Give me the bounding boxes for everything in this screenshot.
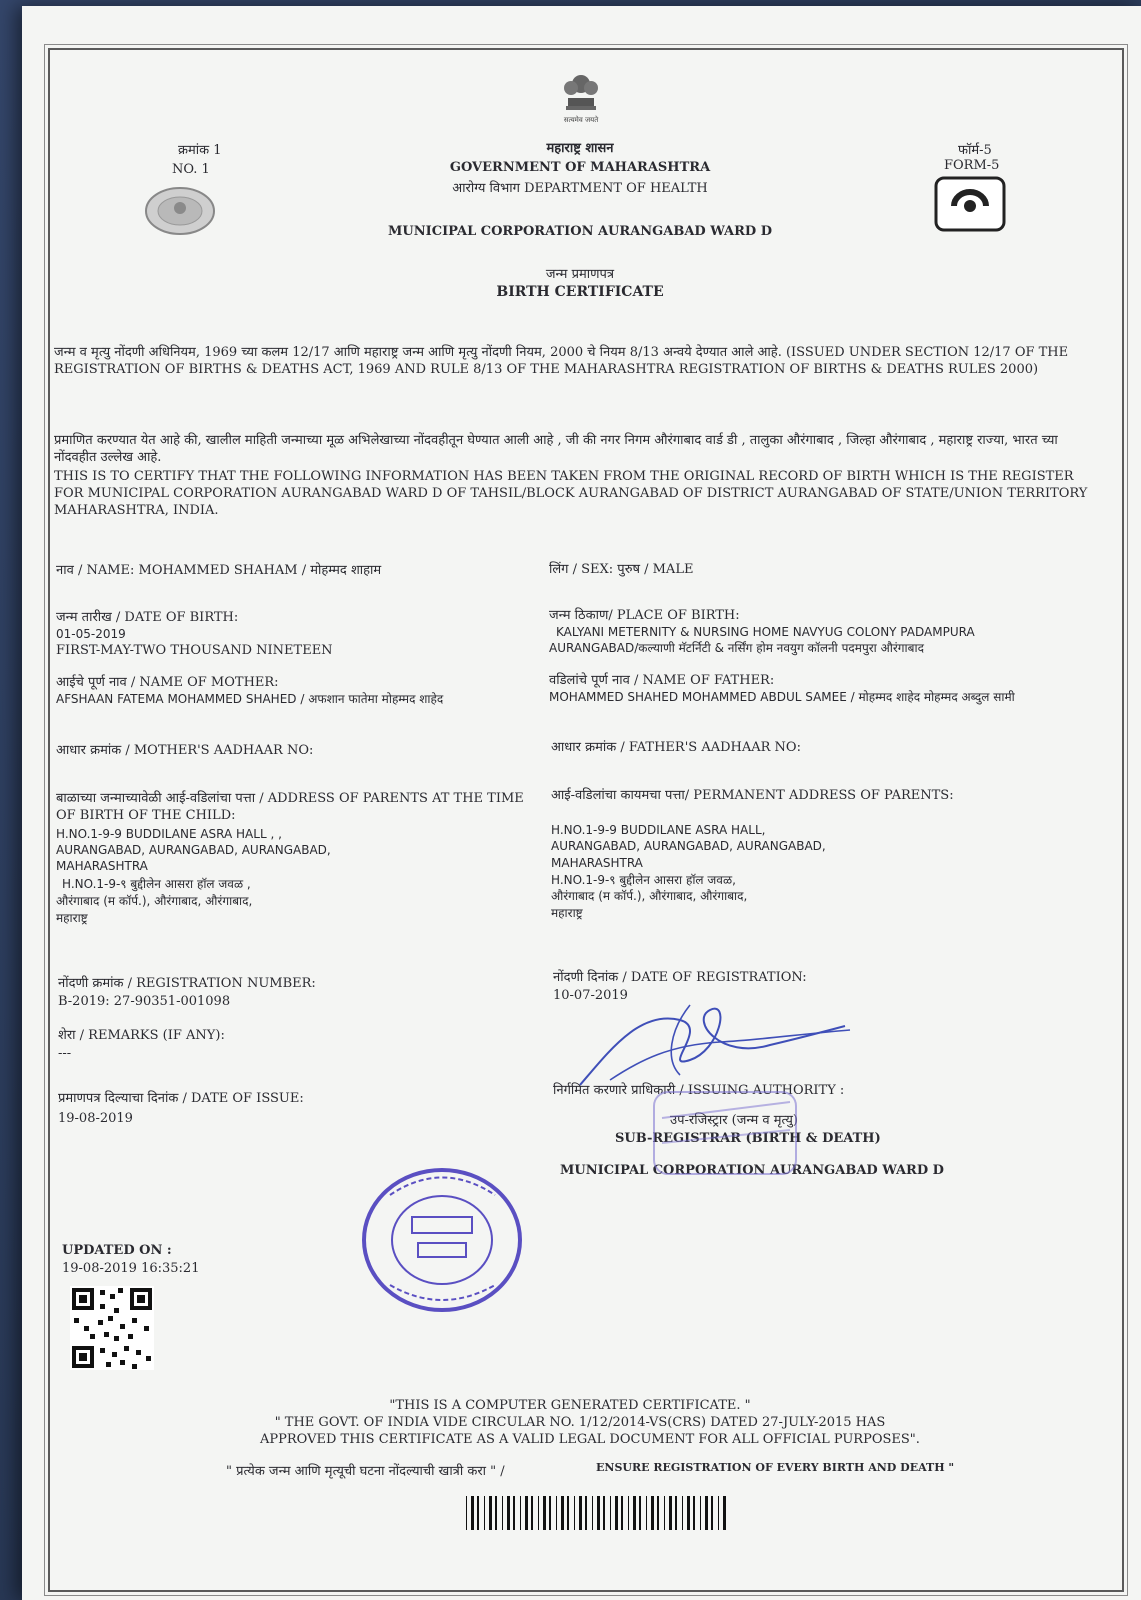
barcode-bar (675, 1496, 677, 1530)
form-label-marathi: फॉर्म-5 (958, 143, 992, 158)
address-at-birth-line-3: MAHARASHTRA (56, 859, 148, 873)
barcode-bar (651, 1496, 654, 1530)
barcode-bar (646, 1496, 647, 1530)
sex-field: लिंग / SEX: पुरुष / MALE (549, 562, 694, 577)
mother-name-value: AFSHAAN FATEMA MOHAMMED SHAHED / अफशान फातेमा मोहम्मद शाहेद (56, 692, 444, 706)
barcode-bar (466, 1496, 467, 1530)
remarks-value: --- (58, 1046, 72, 1061)
mother-name-label: आईचे पूर्ण नाव / NAME OF MOTHER: (56, 675, 279, 690)
place-of-birth-label: जन्म ठिकाण/ PLACE OF BIRTH: (549, 608, 740, 623)
place-of-birth-line-1: KALYANI METERNITY & NURSING HOME NAVYUG COLONY PADAMPURA (556, 625, 975, 639)
govt-seal-icon (144, 186, 216, 236)
place-of-birth-line-2: AURANGABAD/कल्याणी मॅटर्निटी & नर्सिंग होम नवयुग कॉलनी पदमपुरा औरंगाबाद (549, 641, 924, 655)
registration-date-label: नोंदणी दिनांक / DATE OF REGISTRATION: (553, 970, 807, 985)
ward-stamp-seal (360, 1165, 524, 1315)
father-name-value: MOHAMMED SHAHED MOHAMMED ABDUL SAMEE / मोहम्मद शाहेद मोहम्मद अब्दुल सामी (549, 690, 1015, 704)
barcode-bar (664, 1496, 665, 1530)
barcode-bar (531, 1496, 533, 1530)
barcode-bar (489, 1496, 492, 1530)
issue-date-value: 19-08-2019 (58, 1111, 133, 1126)
barcode-bar (639, 1496, 641, 1530)
barcode-bar (615, 1496, 618, 1530)
certify-text-marathi: प्रमाणित करण्यात येत आहे की, खालील माहिती जन्माच्या मूळ अभिलेखाच्या नोंदवहीतून घेण्यात आली आहे , जी की नगर निगम औरंगाबाद वार्ड डी , तालुका औरंगाबाद , जिल्हा औरंगाबाद , महाराष्ट्र राज्या, भारत च्या नोंदवहीत उल्लेख आहे. (54, 433, 1058, 465)
footer-ensure: ENSURE REGISTRATION OF EVERY BIRTH AND DEATH " (596, 1461, 955, 1474)
address-at-birth-line-4: H.NO.1-9-९ बुद्दीलेन आसरा हॉल जवळ , (62, 877, 251, 891)
barcode-bar (579, 1496, 582, 1530)
updated-on-value: 19-08-2019 16:35:21 (62, 1261, 200, 1276)
address-at-birth-label: बाळाच्या जन्माच्यावेळी आई-वडिलांचा पत्ता / ADDRESS OF PARENTS AT THE TIME OF BIRTH OF THE CHILD: (56, 791, 524, 823)
barcode-bar (574, 1496, 575, 1530)
qr-code (70, 1286, 154, 1370)
father-aadhaar-label: आधार क्रमांक / FATHER'S AADHAAR NO: (551, 740, 801, 755)
dob-value: 01-05-2019 (56, 627, 126, 641)
registration-number-value: B-2019: 27-90351-001098 (58, 994, 231, 1009)
issuing-authority-label: निर्गमित करणारे प्राधिकारी / ISSUING AUTHORITY : (553, 1083, 845, 1098)
address-at-birth-line-6: महाराष्ट्र (56, 911, 88, 925)
barcode-bar (718, 1496, 719, 1530)
barcode-bar (502, 1496, 503, 1530)
govt-title: GOVERNMENT OF MAHARASHTRA (449, 160, 711, 175)
address-at-birth-line-1: H.NO.1-9-9 BUDDILANE ASRA HALL , , (56, 827, 282, 841)
barcode-bar (561, 1496, 564, 1530)
barcode-bar (657, 1496, 659, 1530)
serial-label-marathi: क्रमांक 1 (178, 143, 222, 158)
form-label: FORM-5 (944, 158, 1000, 173)
permanent-address-line-3: MAHARASHTRA (551, 856, 643, 870)
barcode-bar (495, 1496, 497, 1530)
permanent-address-line-5: औरंगाबाद (म कॉर्प.), औरंगाबाद, औरंगाबाद, (551, 889, 748, 903)
barcode-bar (549, 1496, 551, 1530)
barcode-bar (525, 1496, 528, 1530)
barcode-bar (723, 1496, 726, 1530)
mother-aadhaar-label: आधार क्रमांक / MOTHER'S AADHAAR NO: (56, 743, 314, 758)
remarks-label: शेरा / REMARKS (IF ANY): (58, 1028, 225, 1043)
dob-words: FIRST-MAY-TWO THOUSAND NINETEEN (56, 643, 333, 658)
barcode-bar (543, 1496, 546, 1530)
permanent-address-line-4: H.NO.1-9-९ बुद्दीलेन आसरा हॉल जवळ, (551, 873, 736, 887)
authority-corporation: MUNICIPAL CORPORATION AURANGABAD WARD D (560, 1163, 944, 1178)
barcode-bar (693, 1496, 695, 1530)
updated-on-label: UPDATED ON : (62, 1243, 172, 1258)
barcode-bar (603, 1496, 605, 1530)
govt-title-marathi: महाराष्ट्र शासन (546, 141, 614, 156)
sub-registrar-title: SUB-REGISTRAR (BIRTH & DEATH) (615, 1131, 881, 1146)
permanent-address-line-1: H.NO.1-9-9 BUDDILANE ASRA HALL, (551, 823, 766, 837)
child-name: नाव / NAME: MOHAMMED SHAHAM / मोहम्मद शाहाम (56, 563, 382, 578)
address-at-birth-line-2: AURANGABAD, AURANGABAD, AURANGABAD, (56, 843, 331, 857)
barcode-bar (477, 1496, 479, 1530)
footer-line-1: "THIS IS A COMPUTER GENERATED CERTIFICATE. " (389, 1398, 751, 1413)
barcode-bar (484, 1496, 485, 1530)
permanent-address-label: आई-वडिलांचा कायमचा पत्ता/ PERMANENT ADDRESS OF PARENTS: (551, 788, 954, 803)
emblem-motto: सत्यमेव जयते (563, 116, 599, 124)
registration-date-value: 10-07-2019 (553, 988, 628, 1003)
permanent-address-line-6: महाराष्ट्र (551, 906, 583, 920)
footer-ensure-marathi: " प्रत्येक जन्म आणि मृत्यूची घटना नोंदल्याची खात्री करा " / (226, 1464, 505, 1479)
national-emblem-icon (556, 70, 606, 126)
footer-line-3: APPROVED THIS CERTIFICATE AS A VALID LEGAL DOCUMENT FOR ALL OFFICIAL PURPOSES". (260, 1432, 920, 1447)
certificate-title: BIRTH CERTIFICATE (496, 284, 664, 300)
barcode-bar (633, 1496, 636, 1530)
barcode-bar (705, 1496, 708, 1530)
barcode-bar (687, 1496, 690, 1530)
barcode-bar (610, 1496, 611, 1530)
barcode-bar (520, 1496, 521, 1530)
serial-label: NO. 1 (172, 162, 210, 177)
issued-under-text: जन्म व मृत्यु नोंदणी अधिनियम, 1969 च्या कलम 12/17 आणि महाराष्ट्र जन्म आणि मृत्यु नोंदणी नियम, 2000 चे नियम 8/13 अन्वये देण्यात आले आहे. (ISSUED UNDER SECTION 12/17 OF THE REGISTRATION OF BIRTHS & DEATHS ACT, 1969 AND RULE 8/13 OF THE MAHARASHTRA REGISTRATION OF BIRTHS & DEATHS RULES 2000) (54, 345, 1069, 377)
issue-date-label: प्रमाणपत्र दिल्याचा दिनांक / DATE OF ISSUE: (58, 1091, 304, 1106)
barcode-bar (567, 1496, 569, 1530)
barcode (466, 1496, 728, 1530)
address-at-birth-line-5: औरंगाबाद (म कॉर्प.), औरंगाबाद, औरंगाबाद, (56, 894, 253, 908)
father-name-label: वडिलांचे पूर्ण नाव / NAME OF FATHER: (549, 673, 775, 688)
sub-registrar-marathi: उप-रजिस्ट्रार (जन्म व मृत्यु) (670, 1113, 798, 1128)
barcode-bar (585, 1496, 587, 1530)
barcode-bar (507, 1496, 510, 1530)
barcode-bar (556, 1496, 557, 1530)
barcode-bar (538, 1496, 539, 1530)
barcode-bar (711, 1496, 713, 1530)
barcode-bar (597, 1496, 600, 1530)
registration-number-label: नोंदणी क्रमांक / REGISTRATION NUMBER: (58, 976, 316, 991)
barcode-bar (669, 1496, 672, 1530)
registrar-stamp (650, 1088, 800, 1178)
footer-line-2: " THE GOVT. OF INDIA VIDE CIRCULAR NO. 1/12/2014-VS(CRS) DATED 27-JULY-2015 HAS (274, 1415, 886, 1430)
corporation-title: MUNICIPAL CORPORATION AURANGABAD WARD D (388, 224, 772, 239)
barcode-bar (513, 1496, 515, 1530)
barcode-bar (621, 1496, 623, 1530)
barcode-bar (471, 1496, 474, 1530)
permanent-address-line-2: AURANGABAD, AURANGABAD, AURANGABAD, (551, 839, 826, 853)
barcode-bar (700, 1496, 701, 1530)
department-title: आरोग्य विभाग DEPARTMENT OF HEALTH (452, 181, 708, 196)
certify-text: THIS IS TO CERTIFY THAT THE FOLLOWING INFORMATION HAS BEEN TAKEN FROM THE ORIGINAL RECORD OF BIRTH WHICH IS THE REGISTER FOR MUNICIPAL CORPORATION AURANGABAD WARD D OF TAHSIL/BLOCK AURANGABAD OF DISTRICT AURANGABAD OF STATE/UNION TERRITORY MAHARASHTRA, INDIA. (54, 469, 1088, 518)
barcode-bar (628, 1496, 629, 1530)
barcode-bar (682, 1496, 683, 1530)
barcode-bar (592, 1496, 593, 1530)
dob-label: जन्म तारीख / DATE OF BIRTH: (56, 610, 239, 625)
certificate-title-marathi: जन्म प्रमाणपत्र (545, 267, 615, 282)
health-logo-icon (934, 176, 1006, 232)
